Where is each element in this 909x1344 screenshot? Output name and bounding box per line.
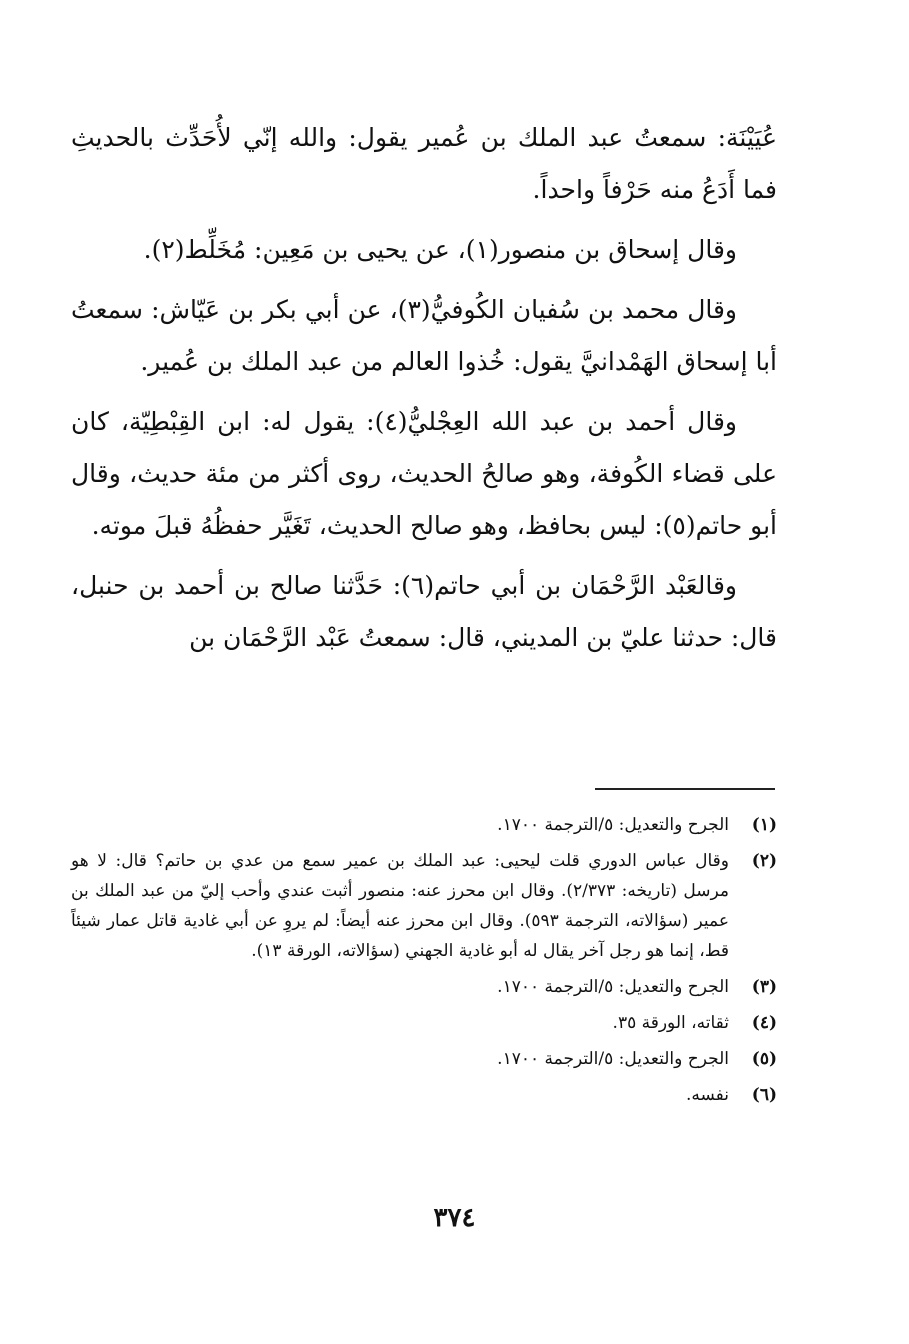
footnote-number: (٥): [751, 1049, 777, 1069]
footnote-divider: [595, 788, 775, 790]
footnote-6: [71, 1080, 777, 1110]
paragraph-3: وقال محمد بن سُفيان الكُوفيُّ(٣)، عن أبي بكر بن عَيّاش: سمعتُ أبا إسحاق الهَمْدانيَّ يقول: خُذوا العالم من عبد الملك بن عُمير.: [71, 295, 777, 376]
footnote-text: وقال عباس الدوري قلت ليحيى: عبد الملك بن عمير سمع من عدي بن حاتم؟ قال: لا هو مرسل (تاريخه: ٢/٣٧٣). وقال ابن محرز عنه: منصور أثبت عندي وأحب إليّ من عبد الملك بن عمير (سؤالاته، الترجمة ٥٩٣). وقال ابن محرز عنه أيضاً: لم يروِ عن أبي غادية قاتل عمار شيئاً قط، إنما هو رجل آخر يقال له أبو غادية الجهني (سؤالاته، الورقة ١٣).: [71, 851, 729, 961]
paragraph-2: وقال إسحاق بن منصور(١)، عن يحيى بن مَعِين: مُخَلِّط(٢).: [143, 235, 737, 264]
footnote-number: (١): [751, 815, 777, 835]
paragraph-1: عُيَيْنَة: سمعتُ عبد الملك بن عُمير يقول: والله إنّي لأُحَدِّث بالحديثِ فما أَدَعُ منه حَرْفاً واحداً.: [71, 123, 777, 204]
footnote-number: (٣): [751, 977, 777, 997]
footnote-text: نفسه.: [685, 1085, 729, 1105]
footnote-number: (٤): [751, 1013, 777, 1033]
footnote-text: الجرح والتعديل: ٥/الترجمة ١٧٠٠.: [497, 815, 729, 835]
footnote-text: الجرح والتعديل: ٥/الترجمة ١٧٠٠.: [497, 1049, 729, 1069]
footnotes: [71, 810, 777, 1116]
footnote-text: ثقاته، الورقة ٣٥.: [612, 1013, 729, 1033]
footnote-number: (٢): [751, 851, 777, 871]
page-number: ٣٧٤: [433, 1203, 476, 1233]
footnote-number: (٦): [751, 1085, 777, 1105]
main-text: [71, 112, 777, 672]
footnote-1: [71, 810, 777, 840]
footnote-2: [71, 846, 777, 966]
footnote-5: [71, 1044, 777, 1074]
footnote-text: الجرح والتعديل: ٥/الترجمة ١٧٠٠.: [497, 977, 729, 997]
paragraph-5: وقالعَبْد الرَّحْمَان بن أبي حاتم(٦): حَدَّثنا صالح بن أحمد بن حنبل، قال: حدثنا عليّ بن المديني، قال: سمعتُ عَبْد الرَّحْمَان بن: [71, 571, 777, 652]
paragraph-4: وقال أحمد بن عبد الله العِجْليُّ(٤): يقول له: ابن القِبْطِيّة، كان على قضاء الكُوفة، وهو صالحُ الحديث، روى أكثر من مئة حديث، وقال أبو حاتم(٥): ليس بحافظ، وهو صالح الحديث، تَغَيَّر حفظُهُ قبلَ موته.: [71, 407, 777, 540]
footnote-4: [71, 1008, 777, 1038]
footnote-3: [71, 972, 777, 1002]
